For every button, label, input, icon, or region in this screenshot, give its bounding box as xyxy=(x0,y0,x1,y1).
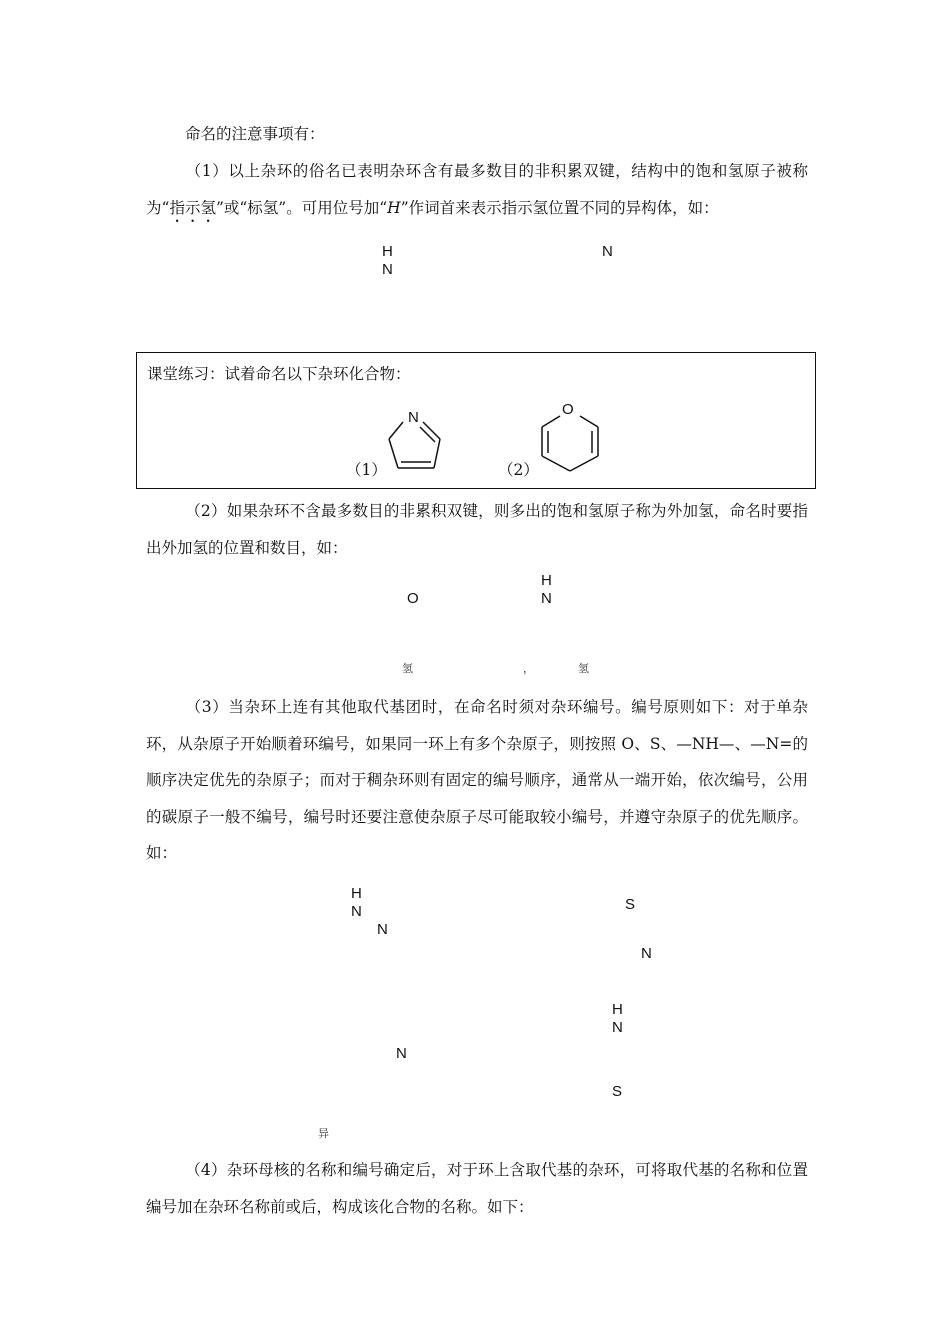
ring-bond xyxy=(389,439,398,468)
rule1-h-letter: H xyxy=(387,198,401,217)
rule3-struct4-n-label: N xyxy=(612,1019,623,1036)
ring-bond xyxy=(542,416,560,427)
rule3-caption: 异 xyxy=(318,1127,329,1140)
rule2-h-label: H xyxy=(541,572,552,589)
rule3-struct1-h-label: H xyxy=(351,885,362,902)
ring-bond xyxy=(580,416,598,427)
rule1-middle: ”或“标氢”。可用位号加“ xyxy=(215,198,388,217)
rule3-text: （3）当杂环上连有其他取代基团时，在命名时须对杂环编号。编号原则如下：对于单杂环，从杂原子开始顺着环编号，如果同一环上有多个杂原子，则按照 O、S、—NH—、—N=的顺序决定优先的杂原子；而对于稠杂环则有固定的编号顺序，通常从一端开始，依次编号，公用的碳原子一般不编号，编号时还要注意使杂原子尽可能取较小编号，并遵守杂原子的优先顺序。如： xyxy=(146,698,808,862)
section-title: 命名的注意事项有： xyxy=(185,125,325,143)
rule3-struct2-s-label: S xyxy=(625,896,636,913)
rule3-struct4-s-label: S xyxy=(612,1083,623,1100)
rule2-caption-2: 氢 xyxy=(578,662,589,675)
rule3-struct1-n1-label: N xyxy=(351,903,362,920)
rule1-suffix: ”作词首来表示指示氢位置不同的异构体，如： xyxy=(400,198,719,217)
rule2-text: （2）如果杂环不含最多数目的非累积双键，则多出的饱和氢原子称为外加氢，命名时要指出外加氢的位置和数目，如： xyxy=(146,502,808,557)
rule1-structure1-n-label: N xyxy=(382,261,393,278)
exercise1-n-label: N xyxy=(408,409,419,426)
ring-bond xyxy=(570,456,598,471)
rule2-caption-1: 氢 xyxy=(402,662,413,675)
ring-double-bond xyxy=(420,427,435,442)
rule1-paragraph xyxy=(146,153,808,226)
exercise2-label: （2） xyxy=(498,461,539,479)
exercise2-o-label: O xyxy=(562,401,574,418)
rule1-structure2-n-label: N xyxy=(602,243,613,260)
rule3-struct4-h-label: H xyxy=(612,1001,623,1018)
rule2-paragraph xyxy=(146,493,808,566)
rule2-n-label: N xyxy=(541,590,552,607)
rule3-paragraph xyxy=(146,689,808,872)
rule2-caption-comma: ， xyxy=(523,662,534,675)
ring-bond xyxy=(423,422,440,439)
exercise1-label: （1） xyxy=(346,461,387,479)
rule3-struct2-n-label: N xyxy=(641,945,652,962)
exercise-title: 课堂练习：试着命名以下杂环化合物： xyxy=(147,365,411,383)
ring-bond xyxy=(434,439,440,468)
ring-bond xyxy=(389,422,403,439)
rule4-paragraph xyxy=(146,1152,808,1225)
rule3-struct3-n-label: N xyxy=(396,1045,407,1062)
rule2-o-label: O xyxy=(407,590,419,607)
rule3-struct1-n2-label: N xyxy=(377,921,388,938)
ring-bond xyxy=(542,456,570,471)
rule1-term-indicated-hydrogen: 指示氢 xyxy=(169,198,216,217)
rule1-structure1-h-label: H xyxy=(382,243,393,260)
rule1-prefix: （1）以上杂环的俗名已表明杂环含有最多数目的非积累双键，结构中的饱和氢原子被称为“ xyxy=(146,162,808,217)
rule4-text: （4）杂环母核的名称和编号确定后，对于环上含取代基的杂环，可将取代基的名称和位置编号加在杂环名称前或后，构成该化合物的名称。如下： xyxy=(146,1161,808,1216)
